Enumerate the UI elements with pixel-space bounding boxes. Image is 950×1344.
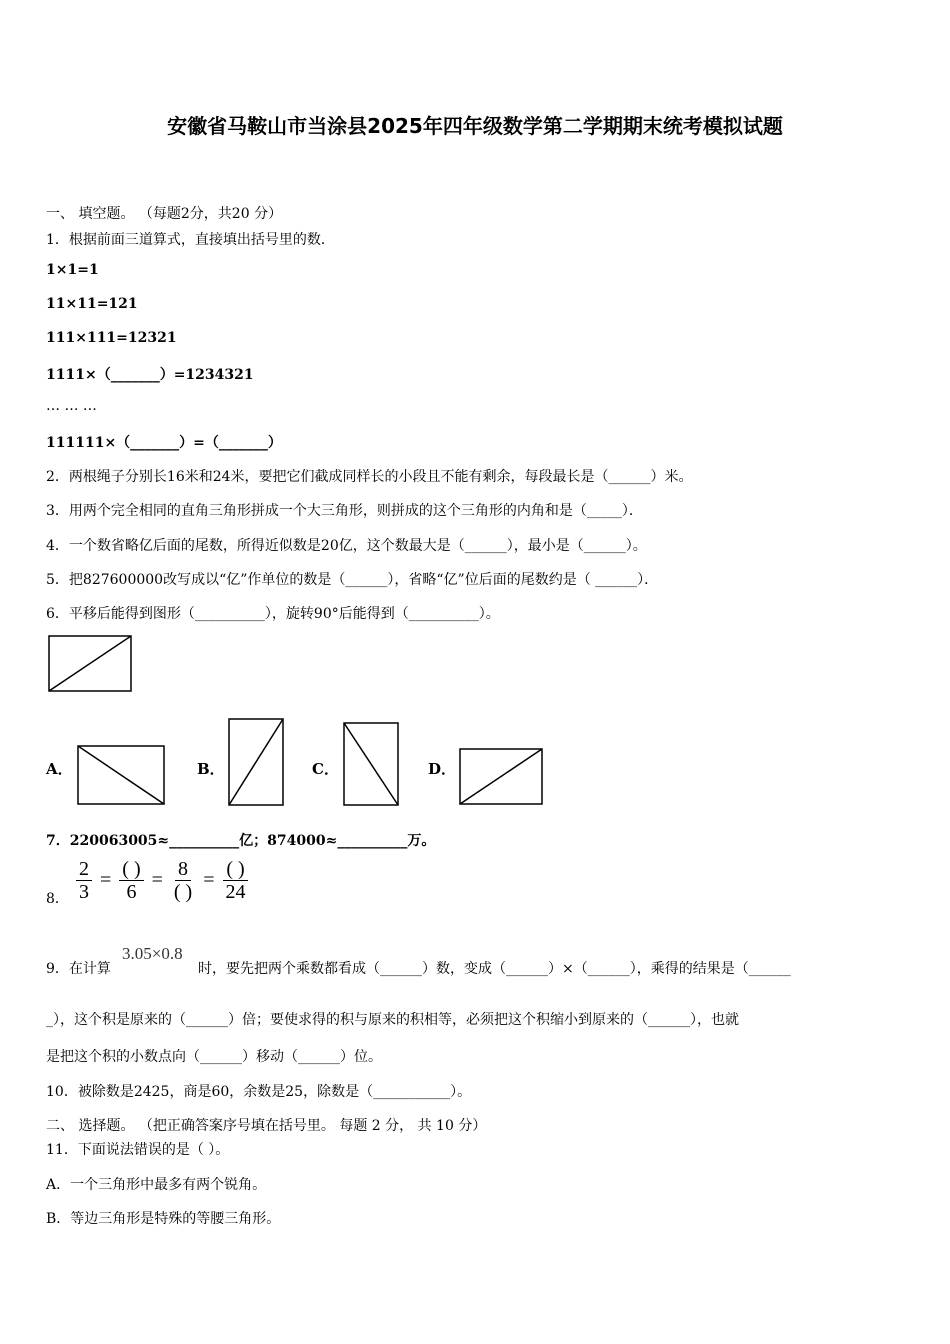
- q6-option-b-label: B．: [197, 760, 225, 778]
- question-4: 4．一个数省略亿后面的尾数，所得近似数是20亿，这个数最大是（______），最小是（______）。: [46, 538, 647, 554]
- q1-line-6: 111111×（_______）=（_______）: [46, 435, 282, 451]
- section-1-heading: 一、 填空题。 （每题2分，共20 分）: [46, 206, 283, 222]
- q11-option-a: A．一个三角形中最多有两个锐角。: [46, 1177, 267, 1193]
- q6-original-figure: [48, 635, 134, 693]
- q11-option-b: B．等边三角形是特殊的等腰三角形。: [46, 1211, 281, 1227]
- q9-expression: 3.05×0.8: [122, 944, 183, 963]
- question-6: 6．平移后能得到图形（__________），旋转90°后能得到（__________）。: [46, 606, 500, 622]
- q1-line-4: 1111×（_______）=1234321: [46, 367, 254, 383]
- question-7: 7．220063005≈__________亿；874000≈__________万。: [46, 833, 436, 849]
- question-3: 3．用两个完全相同的直角三角形拼成一个大三角形，则拼成的这个三角形的内角和是（_____）．: [46, 503, 643, 519]
- q8-fraction-equation: $\frac{2}{3}$ = ( ) 6 = 8 ( ) = ( ) 24: [72, 858, 253, 903]
- q6-option-b-figure: [228, 718, 286, 807]
- q1-line-2: 11×11=121: [46, 296, 138, 312]
- fraction: $\frac{2}{3}$: [76, 858, 92, 903]
- section-2-heading: 二、 选择题。 （把正确答案序号填在括号里。 每题 2 分， 共 10 分）: [46, 1118, 487, 1134]
- question-9-part-3: 是把这个积的小数点向（______）移动（______）位。: [46, 1049, 382, 1065]
- q6-option-a-figure: [77, 745, 167, 807]
- q1-line-3: 111×111=12321: [46, 330, 177, 346]
- question-5: 5．把827600000改写成以“亿”作单位的数是（______），省略“亿”位后面的尾数约是（ ______）．: [46, 572, 659, 588]
- question-1: 1．根据前面三道算式，直接填出括号里的数．: [46, 232, 335, 248]
- question-9-start: 9．在计算: [46, 961, 111, 977]
- question-8-label: 8．: [46, 891, 69, 907]
- question-2: 2．两根绳子分别长16米和24米，要把它们截成同样长的小段且不能有剩余，每段最长是（______）米。: [46, 469, 693, 485]
- fraction: ( ) 6: [119, 858, 143, 903]
- question-9-part-2: _），这个积是原来的（______）倍；要使求得的积与原来的积相等，必须把这个积缩小到原来的（______），也就: [46, 1012, 739, 1028]
- q6-option-c-figure: [343, 722, 401, 807]
- q6-option-d-label: D．: [428, 760, 457, 778]
- fraction: 8 ( ): [173, 858, 193, 903]
- page-title: 安徽省马鞍山市当涂县2025年四年级数学第二学期期末统考模拟试题: [167, 114, 783, 138]
- fraction: ( ) 24: [223, 858, 249, 903]
- question-9-part-1: 时，要先把两个乘数都看成（______）数，变成（______）×（______），乘得的结果是（______: [198, 961, 791, 977]
- q6-option-a-label: A．: [46, 760, 73, 778]
- q1-ellipsis: … … …: [46, 398, 97, 414]
- q6-option-d-figure: [459, 748, 545, 807]
- q1-line-1: 1×1=1: [46, 262, 99, 278]
- q6-option-c-label: C．: [312, 760, 339, 778]
- question-11: 11．下面说法错误的是（ ）。: [46, 1142, 230, 1158]
- question-10: 10．被除数是2425，商是60，余数是25，除数是（___________）。: [46, 1084, 472, 1100]
